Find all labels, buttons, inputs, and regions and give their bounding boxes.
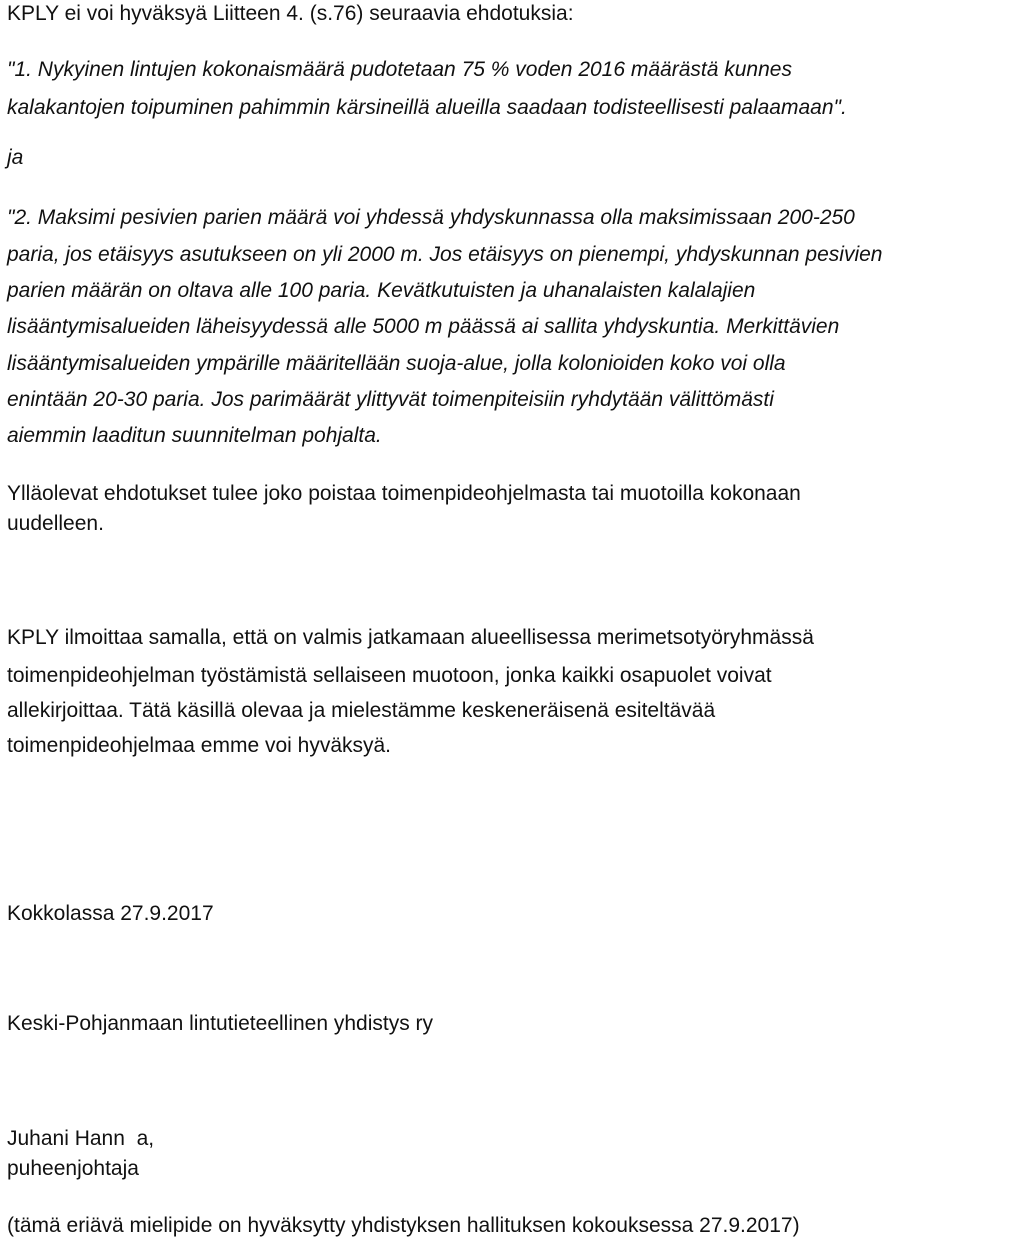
organization-name: Keski-Pohjanmaan lintutieteellinen yhdistys ry xyxy=(7,1012,434,1035)
statement-line-4: toimenpideohjelmaa emme voi hyväksyä. xyxy=(7,734,392,757)
conclusion-line-1: Ylläolevat ehdotukset tulee joko poistaa toimenpideohjelmasta tai muotoilla kokonaan xyxy=(7,482,801,505)
intro-line: KPLY ei voi hyväksyä Liitteen 4. (s.76) seuraavia ehdotuksia: xyxy=(7,2,574,25)
proposal-2-line-2: paria, jos etäisyys asutukseen on yli 2000 m. Jos etäisyys on pienempi, yhdyskunnan pesivien xyxy=(7,243,883,266)
conclusion-line-2: uudelleen. xyxy=(7,512,104,535)
proposal-1-line-2: kalakantojen toipuminen pahimmin kärsineillä alueilla saadaan todisteellisesti palaamaan". xyxy=(7,96,847,119)
statement-line-3: allekirjoittaa. Tätä käsillä olevaa ja mielestämme keskeneräisenä esiteltävää xyxy=(7,699,716,722)
proposal-2-line-5: lisääntymisalueiden ympärille määritellään suoja-alue, jolla kolonioiden koko voi olla xyxy=(7,352,786,375)
proposal-2-line-6: enintään 20-30 paria. Jos parimäärät ylittyvät toimenpiteisiin ryhdytään välittömästi xyxy=(7,388,774,411)
proposal-2-line-3: parien määrän on oltava alle 100 paria. Kevätkutuisten ja uhanalaisten kalalajien xyxy=(7,279,756,302)
connector-text: ja xyxy=(7,146,24,169)
proposal-2-line-1: "2. Maksimi pesivien parien määrä voi yhdessä yhdyskunnassa olla maksimissaan 200-250 xyxy=(7,206,855,229)
proposal-1-line-1: "1. Nykyinen lintujen kokonaismäärä pudotetaan 75 % voden 2016 määrästä kunnes xyxy=(7,58,792,81)
signer-name: Juhani Hann a, xyxy=(7,1127,155,1150)
place-date: Kokkolassa 27.9.2017 xyxy=(7,902,214,925)
signer-title: puheenjohtaja xyxy=(7,1157,139,1180)
footnote: (tämä eriävä mielipide on hyväksytty yhdistyksen hallituksen kokouksessa 27.9.2017) xyxy=(7,1214,800,1237)
proposal-2-line-4: lisääntymisalueiden läheisyydessä alle 5000 m päässä ai sallita yhdyskuntia. Merkittävien xyxy=(7,315,840,338)
statement-line-2: toimenpideohjelman työstämistä sellaiseen muotoon, jonka kaikki osapuolet voivat xyxy=(7,664,772,687)
statement-line-1: KPLY ilmoittaa samalla, että on valmis jatkamaan alueellisessa merimetsotyöryhmässä xyxy=(7,626,814,649)
proposal-2-line-7: aiemmin laaditun suunnitelman pohjalta. xyxy=(7,424,382,447)
